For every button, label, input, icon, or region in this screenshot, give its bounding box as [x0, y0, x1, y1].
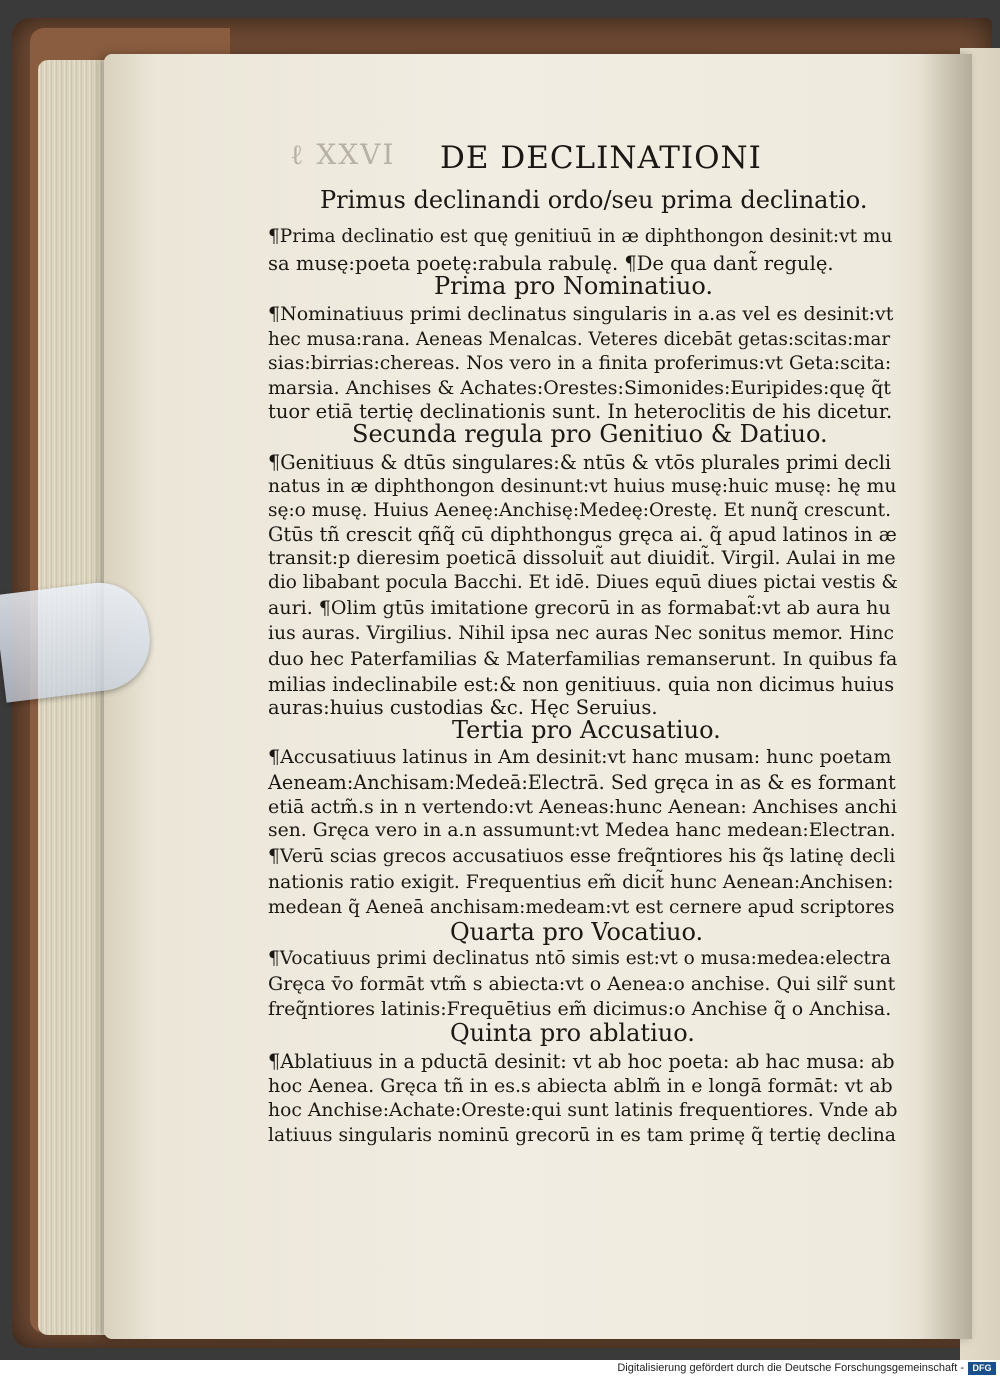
text-line: Aeneam:Anchisam:Medeā:Electrā. Sed gręca in as & es formant [268, 771, 896, 794]
show-through-text: ℓ XXVI [290, 138, 396, 171]
text-line: hoc Anchise:Achate:Oreste:qui sunt latinis frequentiores. Vnde ab [268, 1100, 898, 1121]
subheading: Secunda regula pro Genitiuo & Datiuo. [352, 420, 828, 448]
text-line: ¶Verū scias grecos accusatiuos esse freq̃ntiores his q̃s latinę decli [268, 846, 896, 867]
gutter-shadow [920, 54, 972, 1339]
text-line: tuor etiā tertię declinationis sunt. In heteroclitis de his dicetur. [268, 400, 893, 423]
text-line: sias:birrias:chereas. Nos vero in a finita proferimus:vt Geta:scita: [268, 353, 892, 374]
section-title: Primus declinandi ordo/seu prima declinatio. [320, 186, 868, 214]
text-line: etiā actm̃.s in n vertendo:vt Aeneas:hunc Aenean: Anchises anchi [268, 796, 897, 818]
subheading: Prima pro Nominatiuo. [434, 272, 713, 300]
text-line: transit:p dieresim poeticā dissoluit̃ aut diuidit̃. Virgil. Aulai in me [268, 547, 896, 569]
text-line: ¶Ablatiuus in a pductā desinit: vt ab hoc poeta: ab hac musa: ab [268, 1050, 895, 1073]
text-line: Gręca v̄o formāt vtm̃ s abiecta:vt o Aenea:o anchise. Qui silr̃ sunt [268, 973, 896, 995]
text-line: duo hec Paterfamilias & Materfamilias remanserunt. In quibus fa [268, 648, 898, 670]
text-line: freq̃ntiores latinis:Frequētius em̃ dicimus:o Anchise q̃ o Anchisa. [268, 998, 892, 1020]
text-line: marsia. Anchises & Achates:Orestes:Simonides:Euripides:quę q̃t [268, 377, 891, 399]
subheading: Tertia pro Accusatiuo. [452, 716, 721, 744]
text-line: milias indeclinabile est:& non genitiuus. quia non dicimus huius [268, 673, 895, 696]
subheading: Quarta pro Vocatiuo. [450, 918, 704, 946]
text-line: ¶Nominatiuus primi declinatus singularis in a.as vel es desinit:vt [268, 303, 894, 325]
text-line: latiuus singularis nominū grecorū in es tam primę q̃ tertię declina [268, 1125, 896, 1146]
text-line: medean q̃ Aeneā anchisam:medeam:vt est cernere apud scriptores [268, 897, 895, 918]
subheading: Quinta pro ablatiuo. [450, 1019, 695, 1047]
text-line: natus in æ diphthongon desinunt:vt huius musę:huic musę: hę mu [268, 476, 897, 497]
text-line: ¶Vocatiuus primi declinatus ntō simis est:vt o musa:medea:electra [268, 948, 891, 969]
funding-credit: Digitalisierung gefördert durch die Deutsche Forschungsgemeinschaft - [617, 1362, 964, 1374]
text-line: dio libabant pocula Bacchi. Et idē. Diues equū diues pictai vestis & [268, 572, 898, 593]
dfg-logo: DFG [968, 1362, 996, 1375]
text-line: sen. Gręca vero in a.n assumunt:vt Medea hanc medean:Electran. [268, 820, 896, 841]
footer-bar [0, 1360, 1000, 1377]
running-head: DE DECLINATIONI [440, 140, 762, 176]
text-line: auri. ¶Olim gtūs imitatione grecorū in as formabat̃:vt ab aura hu [268, 597, 891, 619]
text-line: sa musę:poeta poetę:rabula rabulę. ¶De qua dant̃ regulę. [268, 252, 834, 275]
text-line: sę:o musę. Huius Aeneę:Anchisę:Medeę:Orestę. Et nunq̃ crescunt. [268, 500, 892, 521]
text-line: hec musa:rana. Aeneas Menalcas. Veteres dicebāt getas:scitas:mar [268, 329, 891, 350]
text-line: ius auras. Virgilius. Nihil ipsa nec auras Nec sonitus memor. Hinc [268, 623, 895, 644]
text-line: Gtūs tñ crescit qñq̃ cū diphthongus gręca ai. q̃ apud latinos in æ [268, 523, 897, 546]
text-line: auras:huius custodias &c. Hęc Seruius. [268, 696, 658, 719]
text-line: nationis ratio exigit. Frequentius em̃ dicit̃ hunc Aenean:Anchisen: [268, 872, 894, 893]
text-line: ¶Prima declinatio est quę genitiuū in æ diphthongon desinit:vt mu [268, 226, 893, 247]
text-line: hoc Aenea. Gręca tñ in es.s abiecta ablm̃ in e longā formāt: vt ab [268, 1075, 893, 1097]
text-line: ¶Genitiuus & dtūs singulares:& ntūs & vtōs plurales primi decli [268, 451, 892, 474]
text-line: ¶Accusatiuus latinus in Am desinit:vt hanc musam: hunc poetam [268, 746, 892, 768]
